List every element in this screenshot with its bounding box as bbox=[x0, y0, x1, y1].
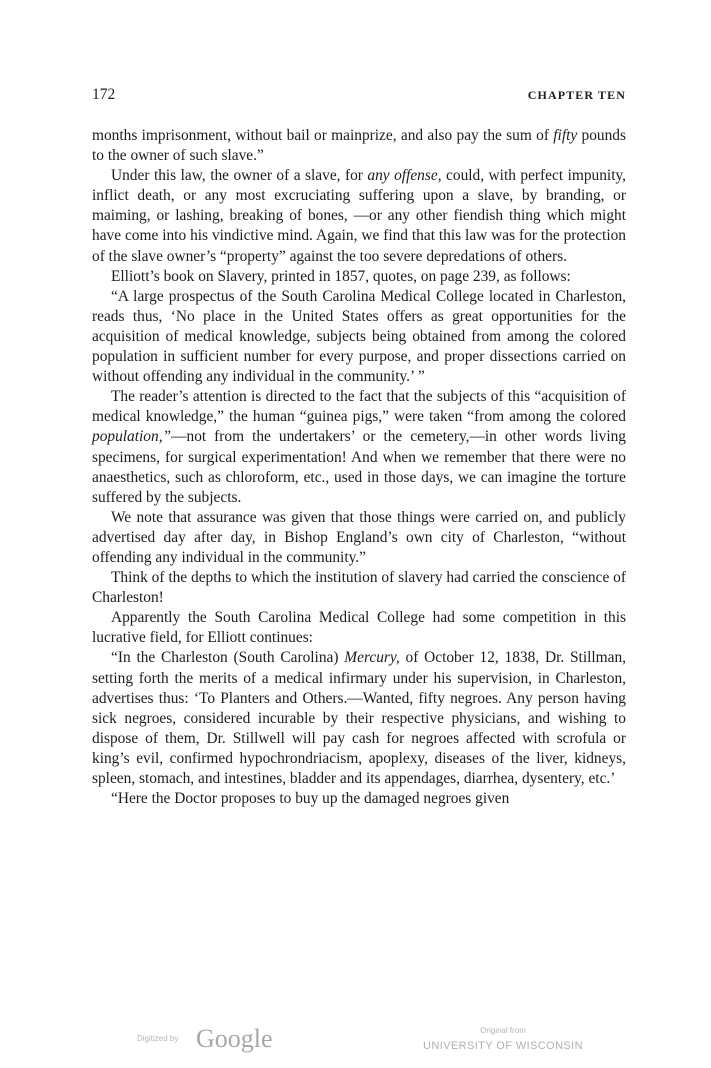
quote-paragraph: “In the Charleston (South Carolina) Mercury, of October 12, 1838, Dr. Stillman, setting forth the merits of a medical infirmary under his supervision, in Charleston, advertises thus: ‘To Planters and Others.—Wanted, fifty negroes. Any person having sick negroes, considered incurable by their respective physicians, and wishing to dispose of them, Dr. Stillwell will pay cash for negroes affected with scrofula or king’s evil, confirmed hypochrondriacism, apoplexy, diseases of the liver, kidneys, spleen, stomach, and intestines, bladder and its appendages, diarrhea, dysentery, etc.’ bbox=[92, 649, 627, 787]
paragraph: Under this law, the owner of a slave, for any offense, could, with perfect impunity, inflict death, or any most excruciating suffering upon a slave, by branding, or maiming, or lashing, breaking of bones, —or any other fiendish thing which might have come into his vindictive mind. Again, we find that this law was for the protection of the slave owner’s “property” against the too severe depredations of others. bbox=[92, 167, 627, 265]
quote-paragraph: “A large prospectus of the South Carolina Medical College located in Charleston, reads thus, ‘No place in the United States offers as great opportunities for the acquisition of medical knowledge, subjects being obtained from among the colored population in sufficient number for every purpose, and proper dissections carried on without offending any individual in the community.’ ” bbox=[92, 287, 626, 386]
paragraph: The reader’s attention is directed to the fact that the subjects of this “acquisition of medical knowledge,” the human “guinea pigs,” were taken “from among the colored population,”—not from the undertakers’ or the cemetery,—in other words living specimens, for surgical experimentation! And when we remember that there were no anaesthetics, such as chloroform, etc., used in those days, we can imagine the torture suffered by the subjects. bbox=[92, 388, 626, 506]
digitization-watermark bbox=[0, 1020, 711, 1060]
page-number: 172 bbox=[92, 86, 116, 103]
paragraph: Think of the depths to which the institution of slavery had carried the conscience of Charleston! bbox=[92, 569, 626, 607]
university-label: UNIVERSITY OF WISCONSIN bbox=[423, 1040, 583, 1052]
paragraph: Elliott’s book on Slavery, printed in 1857, quotes, on page 239, as follows: bbox=[111, 267, 571, 285]
paragraph: We note that assurance was given that those things were carried on, and publicly advertised day after day, in Bishop England’s own city of Charleston, “without offending any individual in the community.” bbox=[92, 508, 626, 566]
paragraph: months imprisonment, without bail or mainprize, and also pay the sum of fifty pounds to the owner of such slave.” bbox=[92, 127, 626, 165]
body-text bbox=[92, 126, 626, 809]
paragraph: Apparently the South Carolina Medical College had some competition in this lucrative field, for Elliott continues: bbox=[92, 609, 626, 647]
emphasis: Mercury, bbox=[344, 649, 400, 667]
google-logo: Google bbox=[196, 1024, 273, 1053]
emphasis: population,” bbox=[92, 428, 172, 446]
digitized-by-label: Digitized by bbox=[137, 1034, 179, 1043]
emphasis: fifty bbox=[553, 127, 578, 144]
paragraph: “Here the Doctor proposes to buy up the damaged negroes given bbox=[111, 790, 510, 808]
page-header bbox=[92, 86, 626, 106]
original-from-label: Original from bbox=[480, 1026, 526, 1035]
emphasis: any offense, bbox=[367, 167, 442, 185]
running-head: CHAPTER TEN bbox=[527, 88, 626, 102]
